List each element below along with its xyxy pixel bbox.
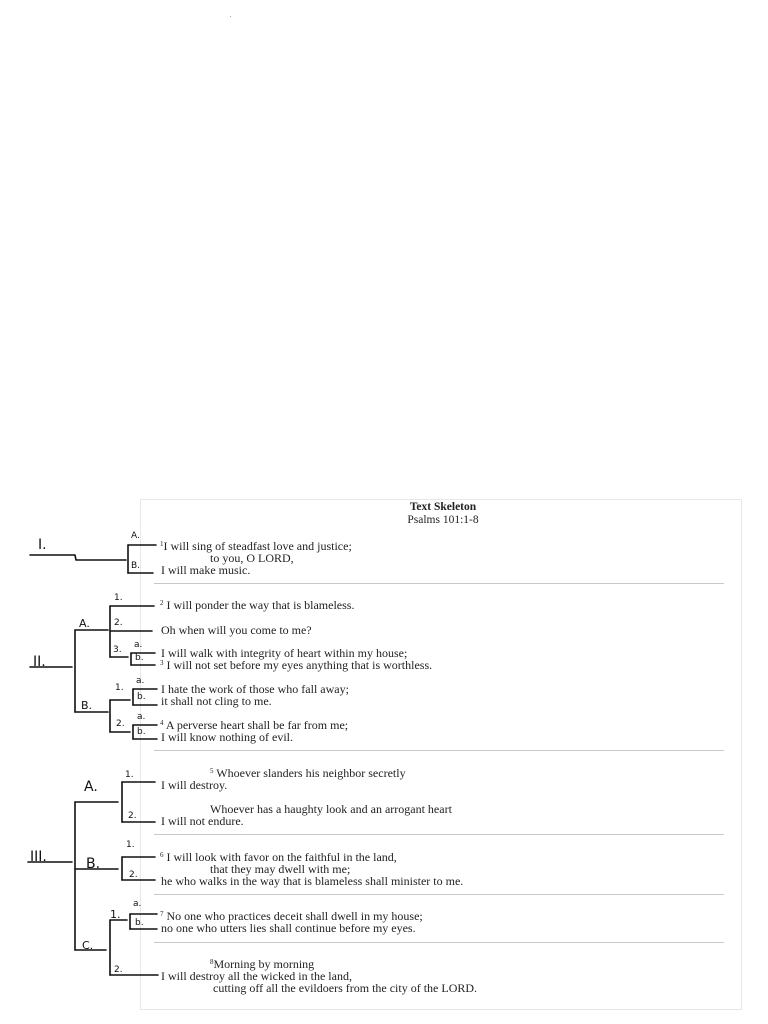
verse-line: cutting off all the evildoers from the city of the LORD. — [213, 981, 478, 995]
verse-line: I will make music. — [161, 563, 251, 577]
outline-label-num: 2. — [114, 965, 123, 975]
verse-line: $^3$ I will not set before my eyes anything that is worthless. — [160, 658, 433, 672]
outline-label-num: 3. — [113, 645, 122, 655]
outline-label-cap: A. — [84, 779, 98, 795]
verse-line: I will walk with integrity of heart within my house; — [161, 646, 408, 660]
outline-label-low: b. — [137, 692, 146, 702]
document-title: Text Skeleton — [409, 501, 477, 513]
verse-line: I will destroy all the wicked in the land, — [161, 969, 352, 983]
outline-label-low: a. — [137, 712, 146, 722]
outline-label-cap: A. — [79, 617, 90, 630]
verse-number: 5 — [210, 767, 214, 775]
verse-line: he who walks in the way that is blameless shall minister to me. — [161, 874, 464, 888]
outline-label-num: 2. — [129, 870, 138, 880]
outline-label-cap: B. — [81, 699, 93, 712]
outline-label-num: 1. — [115, 683, 124, 693]
outline-label-num: 2. — [128, 811, 137, 821]
outline-label-roman: I. — [38, 537, 47, 553]
outline-label-low: b. — [135, 653, 144, 663]
outline-label-low: a. — [133, 899, 142, 909]
verse-line: $^6$ I will look with favor on the faithful in the land, — [160, 850, 397, 864]
section-divider — [154, 583, 724, 584]
outline-label-num: 2. — [114, 618, 123, 628]
outline-label-num: 2. — [116, 719, 125, 729]
outline-label-roman: III. — [30, 849, 47, 865]
outline-label-num: 1. — [110, 908, 121, 921]
outline-label-low: b. — [135, 918, 144, 928]
verse-line: Oh when will you come to me? — [161, 623, 312, 637]
document-reference: Psalms 101:1-8 — [407, 514, 479, 526]
verse-number: 1 — [160, 540, 164, 548]
verse-line: $^7$ No one who practices deceit shall dwell in my house; — [160, 909, 423, 923]
outline-label-low: a. — [134, 640, 143, 650]
verse-number: 8 — [210, 958, 214, 966]
outline-label-cap: B. — [131, 561, 141, 571]
section-divider — [154, 834, 724, 835]
outline-label-num: 1. — [125, 770, 134, 780]
verse-number: 7 — [160, 910, 164, 918]
verse-line: that they may dwell with me; — [210, 862, 351, 876]
outline-label-cap: A. — [131, 531, 140, 541]
verse-line: $^2$ I will ponder the way that is blameless. — [160, 598, 355, 612]
outline-label-num: 1. — [126, 840, 135, 850]
verse-line: $^1$I will sing of steadfast love and justice; — [160, 539, 352, 553]
outline-label-cap: B. — [86, 856, 101, 872]
stray-dot — [230, 16, 231, 17]
verse-line: I hate the work of those who fall away; — [161, 682, 349, 696]
verse-number: 3 — [160, 659, 164, 667]
verse-line: $^4$ A perverse heart shall be far from me; — [160, 718, 349, 732]
section-divider — [154, 750, 724, 751]
verse-line: to you, O LORD, — [210, 551, 294, 565]
verse-line: I will know nothing of evil. — [161, 730, 293, 744]
section-divider — [154, 894, 724, 895]
section-divider — [154, 942, 724, 943]
verse-line: no one who utters lies shall continue before my eyes. — [161, 921, 416, 935]
outline-label-cap: C. — [82, 939, 94, 952]
verse-line: it shall not cling to me. — [161, 694, 272, 708]
verse-line: I will not endure. — [161, 814, 244, 828]
verse-line: I will destroy. — [161, 778, 228, 792]
verse-number: 6 — [160, 851, 164, 859]
outline-label-roman: II. — [33, 654, 46, 670]
verse-line: $^8$Morning by morning — [210, 957, 315, 971]
verse-number: 4 — [160, 719, 164, 727]
outline-label-num: 1. — [114, 593, 123, 603]
verse-line: Whoever has a haughty look and an arrogant heart — [210, 802, 452, 816]
verse-number: 2 — [160, 599, 164, 607]
outline-label-low: a. — [136, 676, 145, 686]
verse-line: $^5$ Whoever slanders his neighbor secretly — [210, 766, 406, 780]
outline-label-low: b. — [137, 727, 146, 737]
